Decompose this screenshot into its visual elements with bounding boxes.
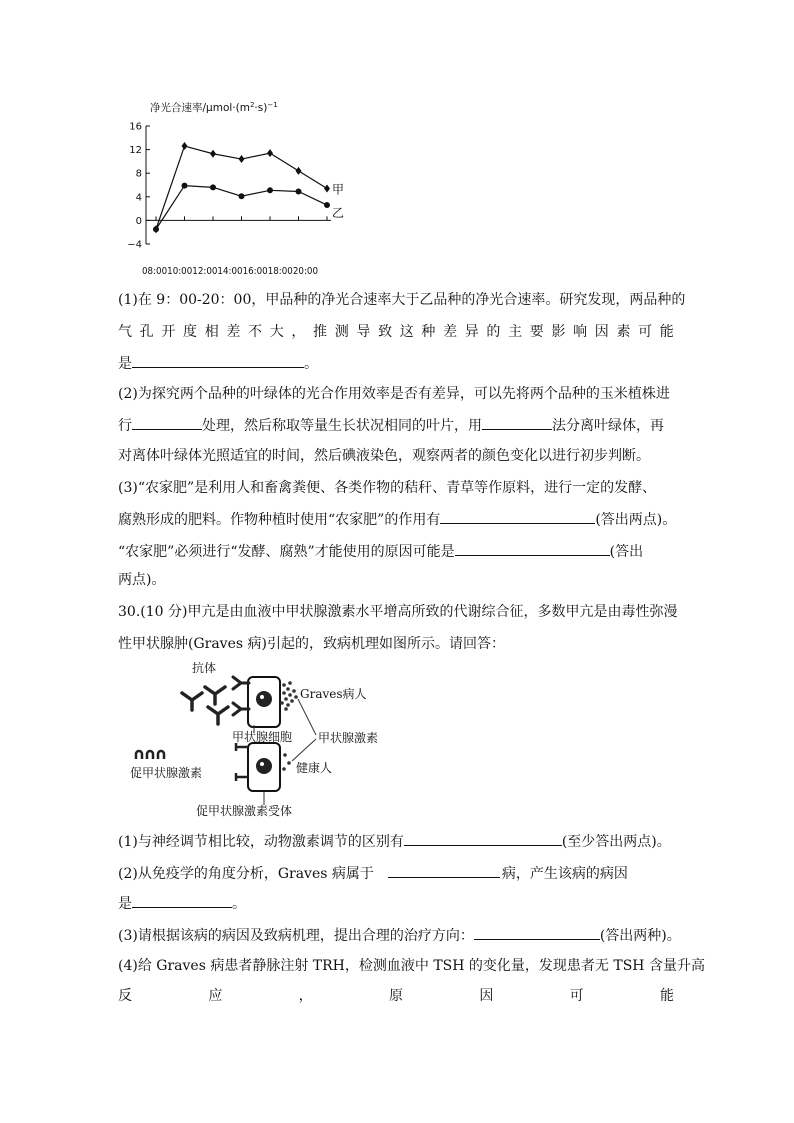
q30-2-text: (2)从免疫学的角度分析，Graves 病属于 — [118, 866, 374, 882]
q30-4-line-2-char: 能 — [659, 988, 674, 1004]
graves-thyroid-cell — [248, 677, 280, 727]
point-乙 — [153, 226, 159, 232]
q3-blank-effects[interactable] — [440, 508, 595, 524]
q1-line-2-char: 的 — [486, 324, 501, 340]
q1-line-3 — [118, 352, 318, 374]
label-tsh: 促甲状腺激素 — [130, 766, 203, 780]
q30-2-line-2 — [118, 892, 246, 914]
q30-2-prefix: 是 — [118, 896, 132, 912]
y-tick-label: −4 — [127, 239, 142, 251]
q2-line-2 — [118, 414, 664, 436]
q2-suffix: 法分离叶绿体，再 — [552, 418, 664, 434]
q30-1-note: (至少答出两点)。 — [561, 834, 671, 850]
bound-antibody-icon — [233, 677, 249, 715]
series-label-甲: 甲 — [332, 182, 345, 197]
q1-line-2-char: 孔 — [139, 324, 154, 340]
q30-3-line — [118, 924, 681, 946]
q30-4-line-2-char: 原 — [388, 988, 403, 1004]
tsh-receptor-icon — [236, 743, 248, 781]
q1-line-2-char: 差 — [443, 324, 458, 340]
q1-line-2-char: 因 — [594, 324, 609, 340]
label-thyroid-cell: 甲状腺细胞 — [232, 730, 293, 744]
point-乙 — [239, 193, 245, 199]
q1-line-2-char: 可 — [638, 324, 653, 340]
q30-3-blank[interactable] — [474, 924, 600, 940]
point-乙 — [210, 184, 216, 190]
y-axis-label: 净光合速率$/\mu mol\cdot(m^2\cdot s)^{-1}$ — [150, 101, 278, 114]
q1-line-2-char: 能 — [659, 324, 674, 340]
q3-note-b: (答出 — [609, 544, 644, 560]
q30-4-line-2-char: 可 — [569, 988, 584, 1004]
healthy-thyroid-cell — [248, 743, 280, 791]
graves-mechanism-diagram — [130, 655, 400, 820]
x-tick-labels: 08:0010:0012:0014:0016:0018:0020:00 — [142, 266, 318, 277]
q1-line-2-char: 测 — [334, 324, 349, 340]
q2-blank-treatment[interactable] — [132, 414, 202, 430]
q30-4-line-1: (4)给 Graves 病患者静脉注射 TRH，检测血液中 TSH 的变化量，发现患者无 TSH 含量升高 — [118, 958, 705, 974]
q30-1-text: (1)与神经调节相比较，动物激素调节的区别有 — [118, 834, 404, 850]
point-乙 — [296, 188, 302, 194]
q2-line-1: (2)为探究两个品种的叶绿体的光合作用效率是否有差异，可以先将两个品种的玉米植株进 — [118, 386, 670, 402]
q3-line-1: (3)“农家肥”是利用人和畜禽粪便、各类作物的秸秆、青草等作原料，进行一定的发酵、 — [118, 480, 657, 496]
q1-line-2-char: ， — [291, 324, 306, 340]
point-乙 — [267, 187, 273, 193]
y-tick-label: 4 — [135, 192, 142, 204]
q1-line-2-char: 大 — [269, 324, 284, 340]
label-graves-patient: Graves病人 — [300, 687, 367, 701]
q1-answer-blank[interactable] — [132, 352, 304, 368]
series-label-乙: 乙 — [332, 206, 345, 221]
point-乙 — [324, 202, 330, 208]
q2-prefix: 行 — [118, 418, 132, 434]
q30-1-blank[interactable] — [404, 830, 562, 846]
label-antibody: 抗体 — [192, 661, 217, 675]
q3-line-2 — [118, 508, 676, 530]
q2-blank-method[interactable] — [482, 414, 552, 430]
q30-4-line-2-char: 应 — [208, 988, 223, 1004]
q1-line-2-char: 气 — [118, 324, 132, 340]
q3-line-3 — [118, 540, 643, 562]
q1-line-2-char: 种 — [421, 324, 436, 340]
q1-line-2-char: 差 — [226, 324, 241, 340]
q30-4-line-2 — [118, 986, 674, 1006]
q30-4-line-2-char: 因 — [479, 988, 494, 1004]
net-photosynthesis-chart — [118, 96, 348, 282]
q30-stem-line-1: 30.(10 分)甲亢是由血液中甲状腺激素水平增高所致的代谢综合征，多数甲亢是由毒性弥漫 — [118, 604, 678, 620]
point-甲 — [324, 185, 330, 193]
antibody-icon — [182, 687, 228, 724]
q30-2-line-1 — [118, 862, 628, 884]
q30-stem-line-2: 性甲状腺肿(Graves 病)引起的，致病机理如图所示。请回答： — [118, 636, 505, 652]
q1-line-2-char: 主 — [508, 324, 523, 340]
q1-line-2-char: 这 — [399, 324, 414, 340]
q1-line-2-char: 不 — [248, 324, 263, 340]
q3-text-b: “农家肥”必须进行“发酵、腐熟”才能使用的原因可能是 — [118, 544, 455, 560]
q1-prefix: 是 — [118, 356, 132, 372]
hormone-dots-healthy — [282, 753, 291, 771]
y-tick-label: 0 — [135, 215, 142, 227]
q1-line-2-char: 响 — [573, 324, 588, 340]
q3-line-4: 两点)。 — [118, 572, 166, 588]
q1-suffix: 。 — [304, 356, 318, 372]
q1-line-2-char: 要 — [529, 324, 544, 340]
q1-line-2-char: 影 — [551, 324, 566, 340]
q30-1-line — [118, 830, 671, 852]
q1-line-2-char: 导 — [356, 324, 371, 340]
q2-line-3: 对离体叶绿体光照适宜的时间，然后碘液染色，观察两者的颜色变化以进行初步判断。 — [118, 448, 650, 464]
q3-blank-reasons[interactable] — [455, 540, 610, 556]
q1-line-1: (1)在 9：00-20：00，甲品种的净光合速率大于乙品种的净光合速率。研究发现，两品种的 — [118, 292, 686, 308]
q30-2-blank-cause[interactable] — [132, 892, 232, 908]
y-tick-label: 12 — [129, 145, 142, 157]
q30-2-blank-type[interactable] — [388, 862, 500, 878]
q1-line-2-char: 素 — [616, 324, 631, 340]
label-thyroid-hormone: 甲状腺激素 — [318, 731, 379, 745]
q1-line-2-char: 相 — [204, 324, 219, 340]
point-甲 — [267, 149, 273, 157]
q30-2-suffix: 。 — [232, 896, 246, 912]
q3-text-a: 腐熟形成的肥料。作物种植时使用“农家肥”的作用有 — [118, 512, 441, 528]
hormone-dots-graves — [280, 681, 298, 711]
q30-3-note: (答出两种)。 — [599, 928, 681, 944]
y-tick-label: 8 — [135, 168, 142, 180]
y-tick-label: 16 — [129, 121, 142, 133]
q1-line-2-char: 致 — [378, 324, 393, 340]
tsh-molecule-icon — [136, 751, 164, 759]
label-healthy: 健康人 — [296, 761, 333, 775]
q2-middle: 处理，然后称取等量生长状况相同的叶片，用 — [202, 418, 482, 434]
q30-2-mid: 病，产生该病的病因 — [501, 866, 628, 882]
point-甲 — [239, 155, 245, 163]
q30-4-line-2-char: 反 — [118, 988, 132, 1004]
point-乙 — [182, 183, 188, 189]
q1-line-2 — [118, 322, 674, 342]
point-甲 — [210, 150, 216, 158]
q3-note-a: (答出两点)。 — [595, 512, 677, 528]
point-甲 — [296, 167, 302, 175]
q1-line-2-char: 度 — [183, 324, 198, 340]
point-甲 — [182, 142, 188, 150]
q1-line-2-char: 异 — [464, 324, 479, 340]
q1-line-2-char: 推 — [313, 324, 328, 340]
q1-line-2-char: 开 — [161, 324, 176, 340]
q30-4-line-2-char: ， — [298, 988, 313, 1004]
q30-3-text: (3)请根据该病的病因及致病机理，提出合理的治疗方向： — [118, 928, 474, 944]
label-tsh-receptor: 促甲状腺激素受体 — [196, 804, 293, 818]
